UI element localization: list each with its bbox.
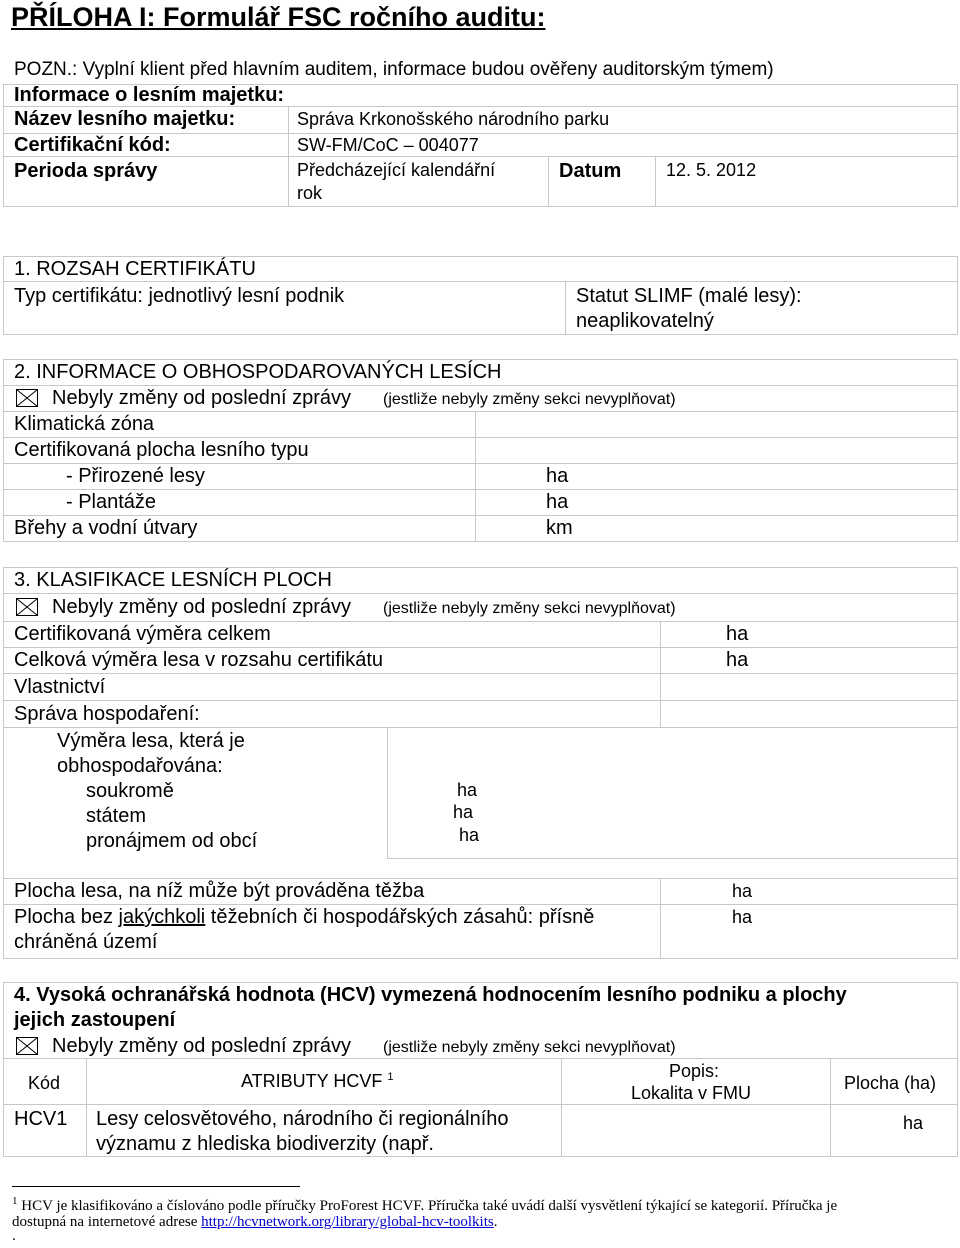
owner-municipal-label: pronájmem od obcí (86, 830, 258, 852)
ownership-label: Vlastnictví (14, 676, 106, 698)
no-change-note-s4: (jestliže nebyly změny sekci nevyplňovat) (383, 1039, 676, 1056)
footnote-line1: $^1$ HCV je klasifikováno a číslováno podle příručky ProForest HCVF. Příručka také uvádí další vysvětlení týkající se kategorií. Příručka je (12, 1195, 838, 1214)
date-value: 12. 5. 2012 (666, 160, 757, 180)
info-heading: Informace o lesním majetku: (14, 84, 285, 106)
col-header-desc-line2: Lokalita v FMU (631, 1083, 752, 1103)
plantations-unit: ha (546, 491, 569, 513)
section-4-heading-line1: 4. Vysoká ochranářská hodnota (HCV) vymezená hodnocením lesního podniku a plochy (14, 984, 847, 1006)
no-change-checkbox-s4[interactable] (16, 1037, 38, 1055)
section-2-heading: 2. INFORMACE O OBHOSPODAROVANÝCH LESÍCH (14, 361, 502, 383)
climate-zone-label: Klimatická zóna (14, 413, 155, 435)
no-change-note-s3: (jestliže nebyly změny sekci nevyplňovat) (383, 600, 676, 617)
management-label: Správa hospodaření: (14, 703, 200, 725)
total-forest-label: Celková výměra lesa v rozsahu certifikátu (14, 649, 384, 671)
total-forest-unit: ha (726, 649, 749, 671)
owner-private-label: soukromě (86, 780, 174, 802)
owner-municipal-unit: ha (459, 825, 480, 845)
hcv1-code: HCV1 (14, 1108, 68, 1130)
section-4-heading-line2: jejich zastoupení (14, 1009, 176, 1031)
no-change-note-s2: (jestliže nebyly změny sekci nevyplňovat) (383, 391, 676, 408)
slimf-status-line1: Statut SLIMF (malé lesy): (576, 285, 802, 307)
col-header-desc-line1: Popis: (669, 1061, 720, 1081)
managed-area-line1: Výměra lesa, která je (57, 730, 245, 752)
date-label: Datum (559, 160, 622, 182)
section-1-heading: 1. ROZSAH CERTIFIKÁTU (14, 258, 256, 280)
total-certified-label: Certifikovaná výměra celkem (14, 623, 271, 645)
property-name-value: Správa Krkonošského národního parku (297, 109, 610, 129)
footnote-trailing-dot: . (12, 1228, 16, 1244)
protected-area-label-line2: chráněná území (14, 931, 158, 953)
natural-forests-unit: ha (546, 465, 569, 487)
property-name-label: Název lesního majetku: (14, 108, 236, 130)
period-value-line1: Předcházející kalendářní (297, 160, 496, 180)
shores-unit: km (546, 517, 573, 539)
plantations-label: - Plantáže (66, 491, 157, 513)
protected-area-label: Plocha bez jakýchkoli těžebních či hospodářských zásahů: přísně (14, 906, 595, 928)
owner-state-unit: ha (453, 802, 474, 822)
hcv1-area-unit: ha (903, 1113, 924, 1133)
col-header-attributes: ATRIBUTY HCVF $^1$ (241, 1071, 394, 1091)
shores-label: Břehy a vodní útvary (14, 517, 198, 539)
total-certified-unit: ha (726, 623, 749, 645)
period-label: Perioda správy (14, 160, 158, 182)
harvest-area-label: Plocha lesa, na níž může být prováděna těžba (14, 880, 425, 902)
natural-forests-label: - Přirozené lesy (66, 465, 205, 487)
no-change-checkbox-s3[interactable] (16, 598, 38, 616)
col-header-code: Kód (28, 1073, 61, 1093)
certified-area-label: Certifikovaná plocha lesního typu (14, 439, 309, 461)
owner-state-label: státem (86, 805, 147, 827)
no-change-label-s2: Nebyly změny od poslední zprávy (52, 387, 352, 409)
section-3-heading: 3. KLASIFIKACE LESNÍCH PLOCH (14, 569, 332, 591)
note-text: POZN.: Vyplní klient před hlavním auditem, informace budou ověřeny auditorským týmem) (14, 59, 774, 80)
no-change-label-s4: Nebyly změny od poslední zprávy (52, 1035, 352, 1057)
no-change-label-s3: Nebyly změny od poslední zprávy (52, 596, 352, 618)
harvest-area-unit: ha (732, 881, 753, 901)
protected-area-unit: ha (732, 907, 753, 927)
slimf-status-line2: neaplikovatelný (576, 310, 714, 332)
period-value-line2: rok (297, 183, 323, 203)
no-change-checkbox-s2[interactable] (16, 389, 38, 407)
page-title: PŘÍLOHA I: Formulář FSC ročního auditu: (11, 2, 546, 32)
hcv1-attr-line2: významu z hlediska biodiverzity (např. (96, 1133, 434, 1155)
owner-private-unit: ha (457, 780, 478, 800)
cert-code-label: Certifikační kód: (14, 134, 171, 156)
hcv-toolkit-link[interactable]: http://hcvnetwork.org/library/global-hcv-toolkits (201, 1214, 494, 1230)
footnote-line2: dostupná na internetové adrese http://hcvnetwork.org/library/global-hcv-toolkits. (12, 1214, 498, 1230)
cert-type: Typ certifikátu: jednotlivý lesní podnik (14, 285, 345, 307)
managed-area-line2: obhospodařována: (57, 755, 223, 777)
footnote-separator (12, 1186, 300, 1187)
cert-code-value: SW-FM/CoC – 004077 (297, 135, 479, 155)
col-header-area: Plocha (ha) (844, 1073, 937, 1093)
hcv1-attr-line1: Lesy celosvětového, národního či regionálního (96, 1108, 509, 1130)
